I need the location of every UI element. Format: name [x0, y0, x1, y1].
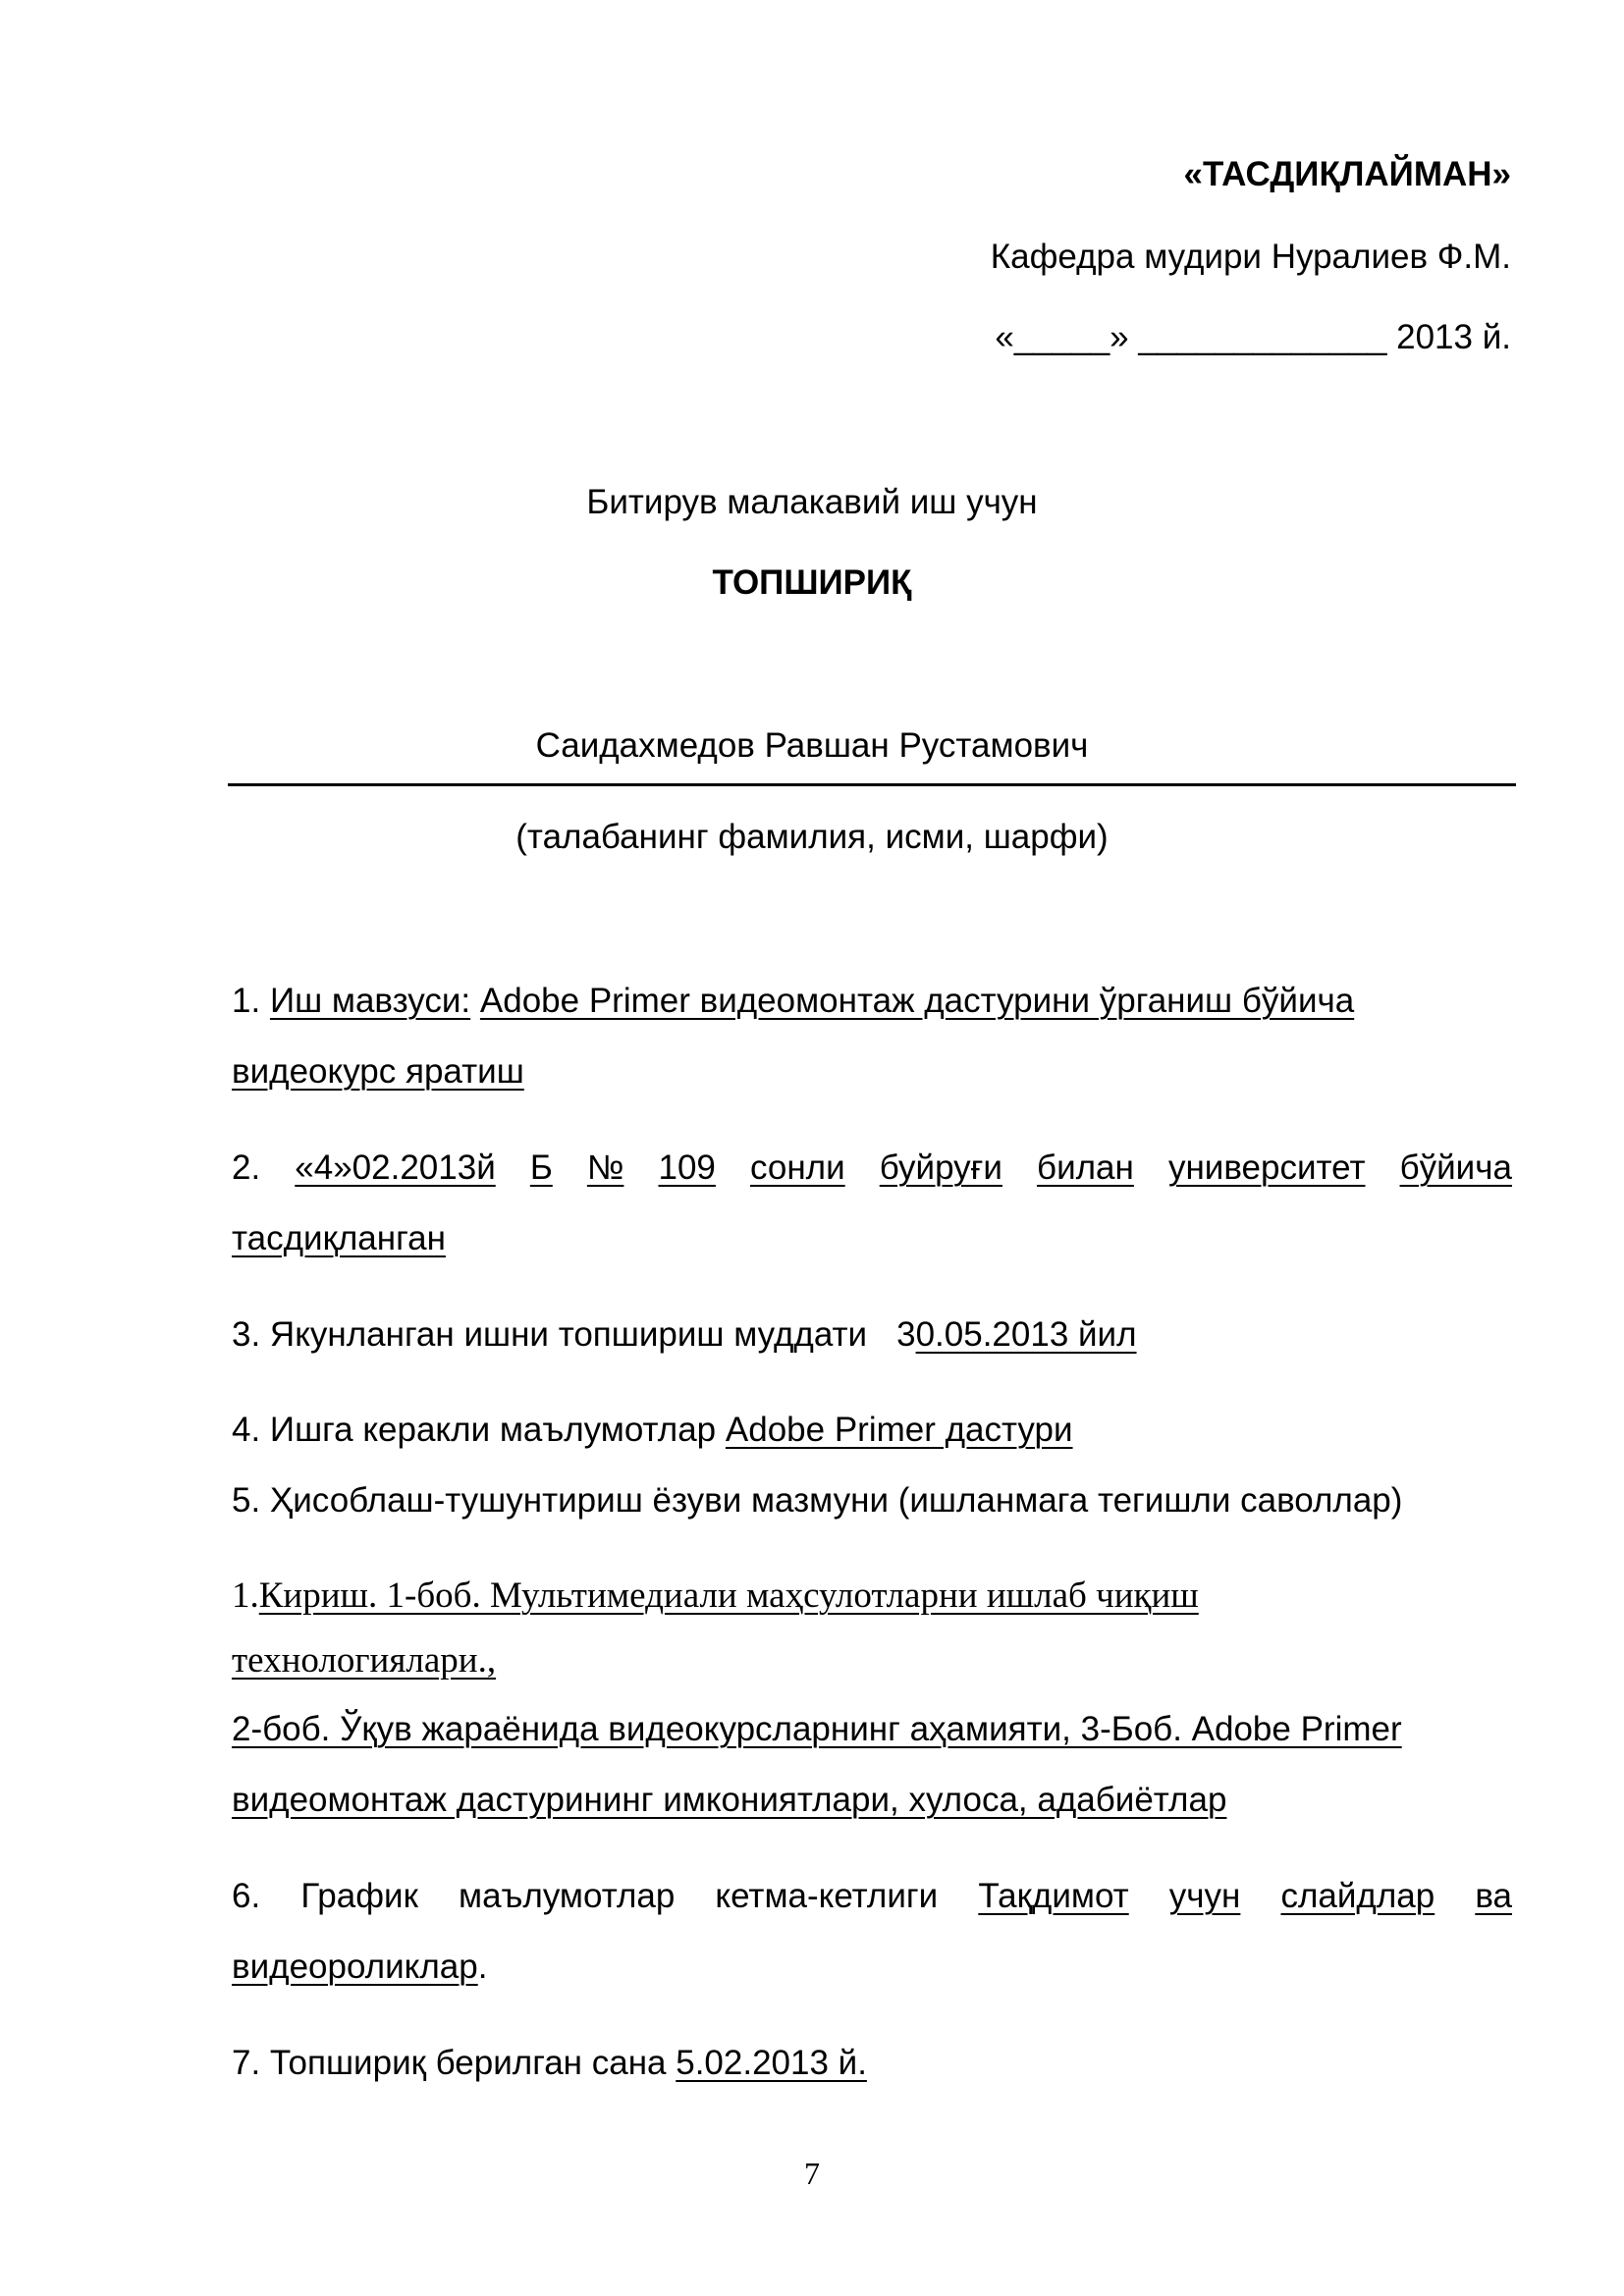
item-5-label: 5. Ҳисоблаш-тушунтириш ёзуви мазмуни (ишланмага тегишли саволлар) [232, 1481, 1403, 1520]
item-5-content-text-1: Кириш. 1-боб. Мультимедиали маҳсулотларни ишлаб чиқиш [258, 1575, 1199, 1616]
item-2-word: 109 [658, 1148, 716, 1187]
item-6-word: График [300, 1877, 418, 1915]
item-3-value-prefix: 3 [896, 1315, 916, 1354]
item-4-value: Adobe Primer дастури [725, 1411, 1073, 1449]
item-6-word: ва [1475, 1877, 1512, 1915]
item-6-value: видеороликлар [232, 1948, 478, 1986]
item-3-label: 3. Якунланган ишни топшириш муддати [232, 1315, 868, 1354]
item-6-word: 6. [232, 1877, 261, 1915]
item-1-topic-line-1: Adobe Primer видеомонтаж дастурини ўрганиш бўйича [479, 982, 1355, 1020]
item-5-content-prefix: 1. [232, 1575, 259, 1616]
item-7-date: 5.02.2013 й. [676, 2044, 867, 2082]
item-1-line-1 [232, 982, 1354, 1021]
item-6-word: маълумотлар [459, 1877, 676, 1915]
item-2-line-2: тасдиқланган [232, 1219, 446, 1257]
item-2-word: сонли [749, 1148, 845, 1187]
student-name-rule [228, 783, 1516, 786]
item-4-label: 4. Ишга керакли маълумотлар [232, 1411, 717, 1449]
item-7-line [232, 2044, 867, 2083]
item-2-word: «4»02.2013й [295, 1148, 496, 1187]
student-name-caption: (талабанинг фамилия, исми, шарфи) [515, 818, 1109, 856]
item-2-word: Б [529, 1148, 553, 1187]
document-subtitle: Битирув малакавий иш учун [586, 483, 1038, 521]
approval-title: «ТАСДИҚЛАЙМАН» [1183, 155, 1511, 193]
item-5-content-line-1 [232, 1575, 1199, 1617]
item-5-content-line-4: видеомонтаж дастурининг имкониятлари, хулоса, адабиётлар [232, 1781, 1227, 1819]
item-2-word: № [586, 1148, 624, 1187]
item-2-line-1 [232, 1148, 1512, 1188]
item-6-word: учун [1168, 1877, 1241, 1915]
item-7-label: 7. Топшириқ берилган сана [232, 2044, 667, 2082]
page-number: 7 [804, 2156, 820, 2191]
item-2-word: билан [1037, 1148, 1134, 1187]
item-6-word: кетма-кетлиги [715, 1877, 939, 1915]
item-1-label: Иш мавзуси: [269, 982, 471, 1020]
item-6-line-1 [232, 1877, 1512, 1916]
item-5-content-line-2: технологиялари., [232, 1640, 497, 1681]
item-3-deadline: 0.05.2013 йил [915, 1315, 1137, 1354]
item-2-word: бўйича [1399, 1148, 1512, 1187]
item-4-line [232, 1411, 1073, 1450]
item-1-topic-line-2: видеокурс яратиш [232, 1052, 524, 1091]
item-6-line-2 [232, 1948, 487, 1987]
approval-department-head: Кафедра мудири Нуралиев Ф.М. [990, 238, 1511, 276]
item-2-word: буйруғи [879, 1148, 1002, 1187]
approval-date-line: «_____» _____________ 2013 й. [995, 318, 1511, 356]
item-2-word: университет [1167, 1148, 1366, 1187]
student-name: Саидахмедов Равшан Рустамович [535, 726, 1089, 765]
document-title: ТОПШИРИҚ [712, 563, 912, 602]
item-6-period: . [477, 1948, 488, 1986]
item-6-word: слайдлар [1280, 1877, 1435, 1915]
item-2-word: 2. [232, 1148, 261, 1187]
item-6-word: Тақдимот [978, 1877, 1129, 1915]
item-1-number: 1. [232, 982, 261, 1020]
item-3-line [232, 1315, 1137, 1355]
item-5-content-line-3: 2-боб. Ўқув жараёнида видеокурсларнинг аҳамияти, 3-Боб. Adobe Primer [232, 1710, 1402, 1748]
